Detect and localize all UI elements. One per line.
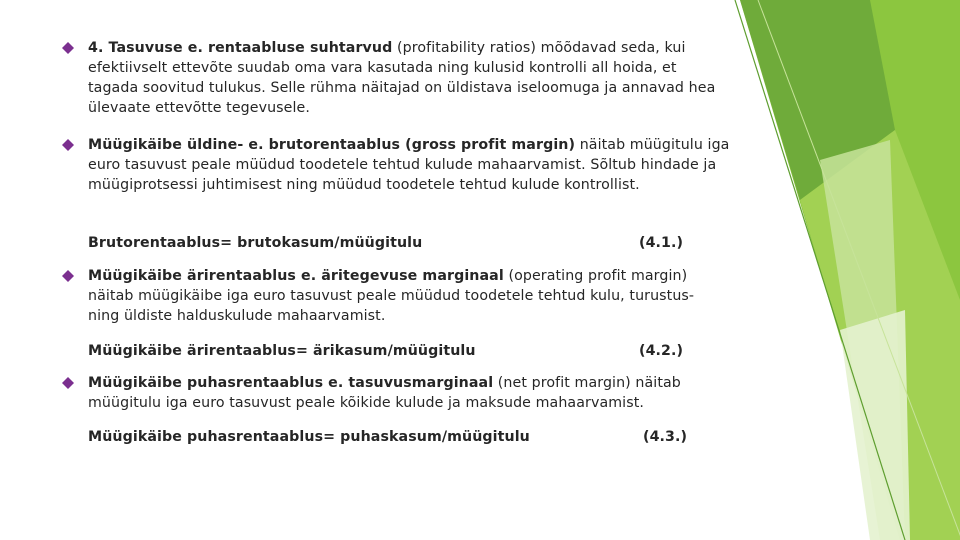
equation-number: (4.1.) <box>639 235 684 251</box>
diamond-bullet-icon <box>62 270 74 282</box>
list-item <box>60 38 730 118</box>
formula-line <box>88 427 688 447</box>
equation-number: (4.3.) <box>643 429 688 445</box>
formula-line <box>88 341 684 361</box>
bullet-bold-text: 4. Tasuvuse e. rentaabluse suhtarvud <box>88 40 393 56</box>
formula-text: Müügikäibe puhasrentaablus= puhaskasum/müügitulu <box>88 429 530 445</box>
equation-number: (4.2.) <box>639 343 684 359</box>
bullet-bold-text: Müügikäibe puhasrentaablus e. tasuvusmarginaal <box>88 375 494 391</box>
list-item <box>60 135 730 195</box>
diamond-bullet-icon <box>62 377 74 389</box>
bullet-text: näitab müügitulu iga euro tasuvust peale müüdud toodetele tehtud kulude mahaarvamist. Sõltub hindade ja müügiprotsessi juhtimisest ning müüdud toodetele tehtud kulude kontrollist. <box>88 137 730 193</box>
list-item <box>60 266 730 326</box>
bullet-bold-text: Müügikäibe üldine- e. brutorentaablus (gross profit margin) <box>88 137 576 153</box>
bullet-text: (net profit margin) näitab müügitulu iga euro tasuvust peale kõikide kulude ja maksude mahaarvamist. <box>88 375 681 411</box>
diamond-bullet-icon <box>62 42 74 54</box>
bullet-text: (profitability ratios) mõõdavad seda, kui efektiivselt ettevõte suudab oma vara kasutada ning kulusid kontrolli all hoida, et tagada soovitud tulukus. Selle rühma näitajad on üldistava iseloomuga ja annavad hea ülevaate ettevõtte tegevusele. <box>88 40 716 116</box>
list-item <box>60 373 730 413</box>
formula-line <box>88 233 684 253</box>
diamond-bullet-icon <box>62 139 74 151</box>
formula-text: Müügikäibe ärirentaablus= ärikasum/müügitulu <box>88 343 476 359</box>
facet-pale <box>840 310 910 540</box>
bullet-bold-text: Müügikäibe ärirentaablus e. äritegevuse marginaal <box>88 268 504 284</box>
formula-text: Brutorentaablus= brutokasum/müügitulu <box>88 235 423 251</box>
bullet-text: (operating profit margin) näitab müügikäibe iga euro tasuvust peale müüdud toodetele tehtud kulu, turustus- ning üldiste halduskulude mahaarvamist. <box>88 268 695 324</box>
